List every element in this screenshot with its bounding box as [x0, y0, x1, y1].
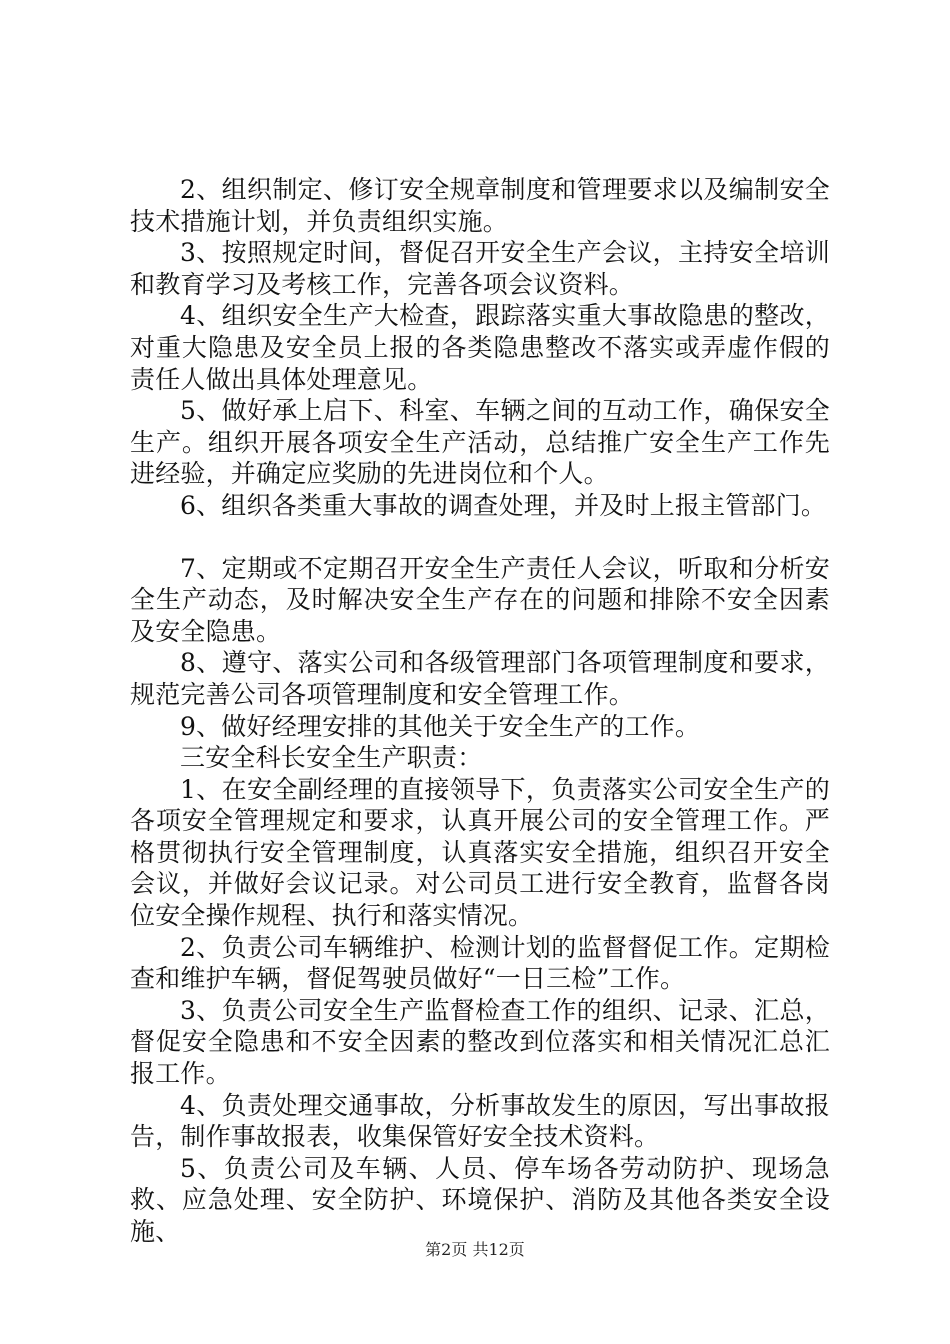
section-heading: 三安全科长安全生产职责：: [180, 743, 483, 773]
paragraph-item-6: 6、组织各类重大事故的调查处理，并及时上报主管部门。: [180, 490, 827, 520]
duty-item-1: 1、在安全副经理的直接领导下，负责落实公司安全生产的各项安全管理规定和要求，认真开展公司的安全管理工作。严格贯彻执行安全管理制度，认真落实安全措施，组织召开安全会议，并做好会议记录。对公司员工进行安全教育，监督各岗位安全操作规程、执行和落实情况。: [130, 774, 830, 931]
paragraph-item-4: 4、组织安全生产大检查，跟踪落实重大事故隐患的整改，对重大隐患及安全员上报的各类隐患整改不落实或弄虚作假的责任人做出具体处理意见。: [130, 301, 830, 394]
duty-item-3: 3、负责公司安全生产监督检查工作的组织、记录、汇总，督促安全隐患和不安全因素的整改到位落实和相关情况汇总汇报工作。: [130, 995, 830, 1089]
paragraph-item-2: 2、组织制定、修订安全规章制度和管理要求以及编制安全技术措施计划，并负责组织实施。: [130, 175, 830, 236]
duty-item-2: 2、负责公司车辆维护、检测计划的监督督促工作。定期检查和维护车辆，督促驾驶员做好“一日三检”工作。: [130, 932, 830, 994]
paragraph-item-5: 5、做好承上启下、科室、车辆之间的互动工作，确保安全生产。组织开展各项安全生产活动，总结推广安全生产工作先进经验，并确定应奖励的先进岗位和个人。: [130, 396, 830, 489]
paragraph-gap: [130, 522, 830, 553]
duty-item-4: 4、负责处理交通事故，分析事故发生的原因，写出事故报告，制作事故报表，收集保管好安全技术资料。: [130, 1090, 830, 1152]
document-body: [130, 174, 830, 1248]
paragraph-item-9: 9、做好经理安排的其他关于安全生产的工作。: [180, 711, 701, 741]
paragraph-item-3: 3、按照规定时间，督促召开安全生产会议，主持安全培训和教育学习及考核工作，完善各项会议资料。: [130, 238, 830, 299]
paragraph-item-7: 7、定期或不定期召开安全生产责任人会议，听取和分析安全生产动态，及时解决安全生产存在的问题和排除不安全因素及安全隐患。: [130, 553, 830, 646]
paragraph-item-8: 8、遵守、落实公司和各级管理部门各项管理制度和要求，规范完善公司各项管理制度和安全管理工作。: [130, 648, 830, 709]
duty-item-5: 5、负责公司及车辆、人员、停车场各劳动防护、现场急救、应急处理、安全防护、环境保护、消防及其他各类安全设施、: [130, 1153, 830, 1246]
page-number-footer: 第2页 共12页: [425, 1240, 525, 1259]
